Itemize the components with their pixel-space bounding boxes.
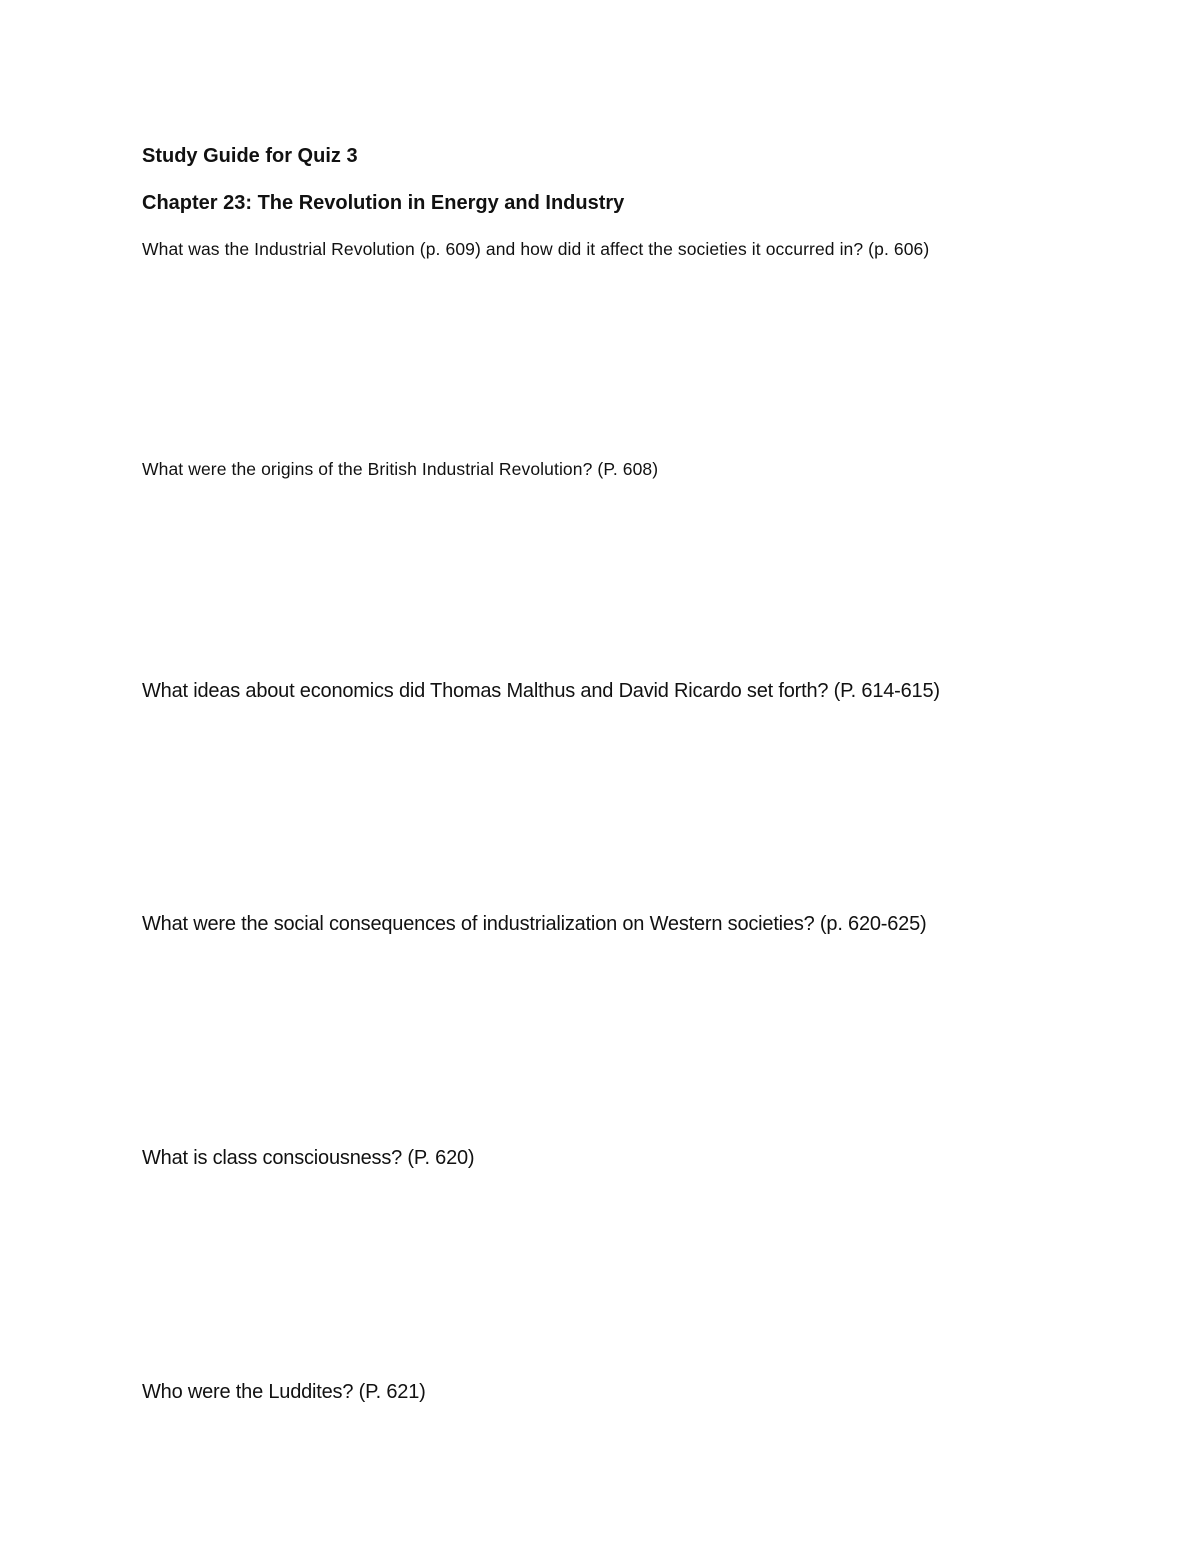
question-luddites: Who were the Luddites? (P. 621) bbox=[142, 1381, 426, 1403]
question-industrial-revolution: What was the Industrial Revolution (p. 609) and how did it affect the societies it occurred in? (p. 606) bbox=[142, 239, 930, 259]
question-class-consciousness: What is class consciousness? (P. 620) bbox=[142, 1147, 475, 1169]
question-british-origins: What were the origins of the British Industrial Revolution? (P. 608) bbox=[142, 459, 659, 479]
page-title: Study Guide for Quiz 3 bbox=[142, 145, 358, 167]
question-malthus-ricardo: What ideas about economics did Thomas Malthus and David Ricardo set forth? (P. 614-615) bbox=[142, 680, 940, 702]
chapter-heading: Chapter 23: The Revolution in Energy and Industry bbox=[142, 192, 625, 214]
question-social-consequences: What were the social consequences of industrialization on Western societies? (p. 620-625) bbox=[142, 913, 927, 935]
